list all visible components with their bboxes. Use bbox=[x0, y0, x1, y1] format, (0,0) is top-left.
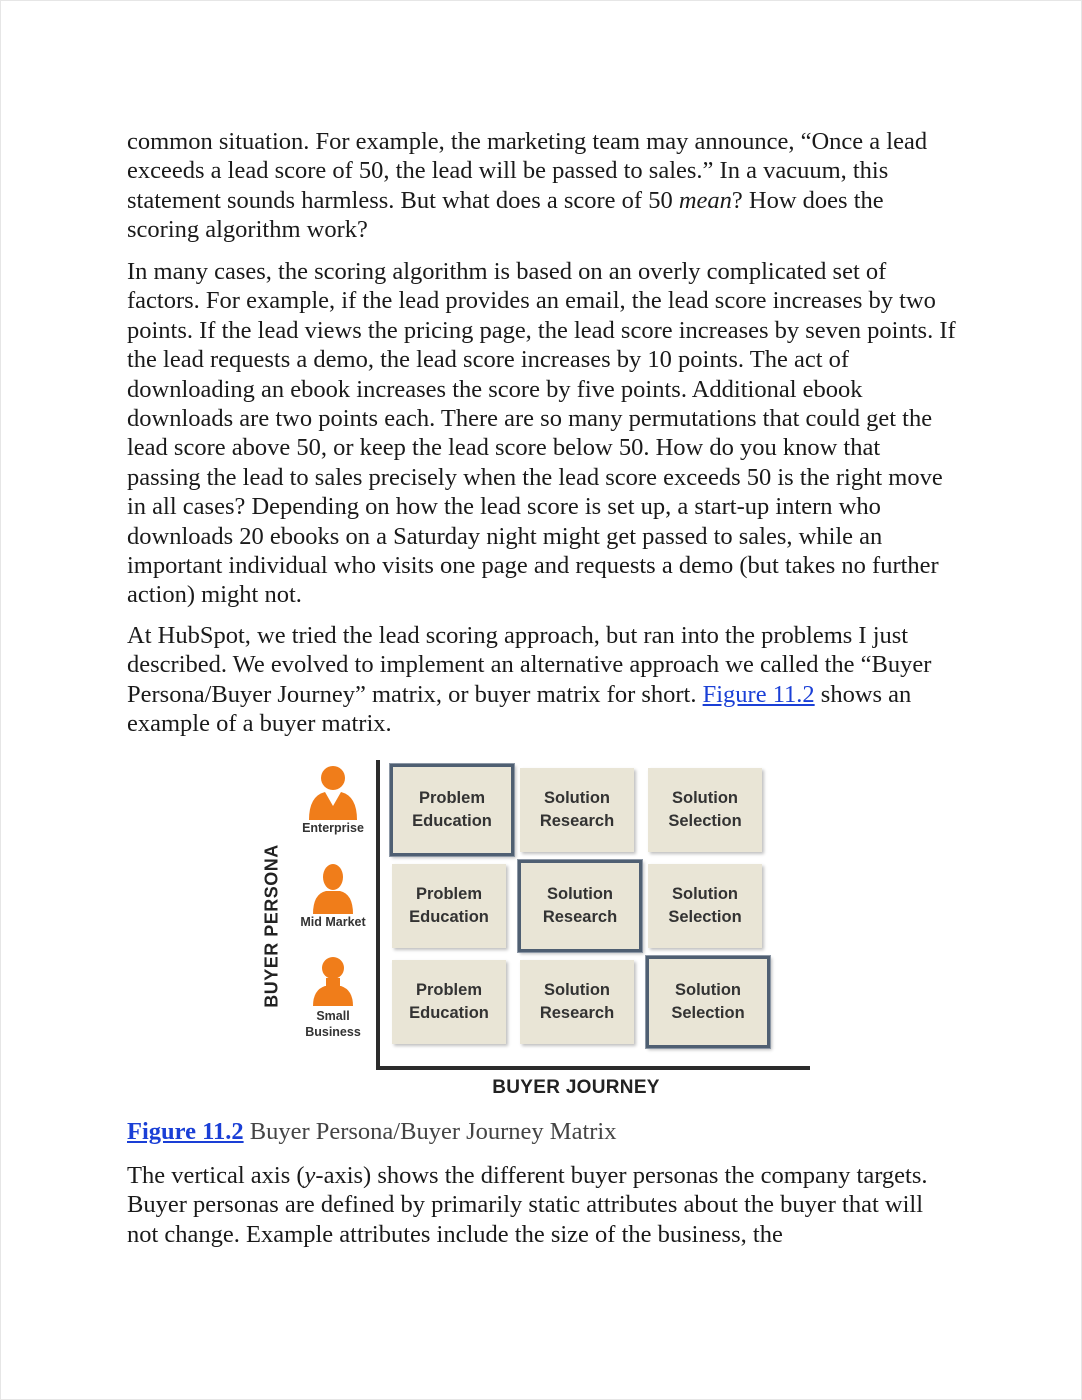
x-axis-line bbox=[376, 1066, 810, 1070]
matrix-cell-text bbox=[668, 883, 741, 929]
matrix-cell-text bbox=[409, 883, 489, 929]
matrix-cell-line-0: Problem bbox=[418, 789, 485, 807]
person-icon bbox=[311, 954, 355, 1008]
matrix-cell-line-0: Solution bbox=[672, 885, 738, 903]
figure-caption bbox=[127, 1117, 957, 1158]
matrix-cell-r2-c0 bbox=[392, 960, 506, 1044]
matrix-cell-line-1: Education bbox=[409, 908, 489, 926]
paragraph-4 bbox=[127, 1161, 957, 1261]
y-axis-label: BUYER PERSONA bbox=[261, 844, 282, 1008]
matrix-cell-text bbox=[543, 883, 617, 929]
paragraph-3-text: At HubSpot, we tried the lead scoring approach, but ran into the problems I just described. We evolved to implement an alternative approach we called the “Buyer Persona/Buyer Journey” matrix, or buyer matrix for short. bbox=[127, 622, 932, 708]
matrix-cell-text bbox=[671, 979, 744, 1025]
persona-label-enterprise: Enterprise bbox=[302, 821, 364, 835]
matrix-cell-line-0: Solution bbox=[672, 789, 738, 807]
persona-label-small-business: Small Business bbox=[305, 1009, 361, 1039]
paragraph-1-emphasis: mean bbox=[678, 186, 732, 214]
matrix-cell-r1-c1 bbox=[518, 860, 642, 952]
matrix-cell-r2-c1 bbox=[520, 960, 634, 1044]
matrix-cell-line-0: Solution bbox=[544, 981, 610, 999]
buyer-matrix-figure bbox=[258, 756, 818, 1101]
paragraph-2 bbox=[127, 257, 957, 622]
matrix-cell-line-1: Selection bbox=[668, 908, 742, 926]
matrix-cell-r0-c2 bbox=[648, 768, 762, 852]
paragraph-4-tail: -axis) shows the different buyer personas the company targets. Buyer personas are defined by primarily static attributes about the buyer that will not change. Example attributes include the size of the business, the bbox=[127, 1162, 928, 1248]
matrix-cell-r2-c2 bbox=[646, 956, 770, 1048]
paragraph-4-text: The vertical axis ( bbox=[127, 1162, 305, 1189]
paragraph-1 bbox=[127, 127, 957, 257]
paragraph-2-text: In many cases, the scoring algorithm is based on an overly complicated set of factors. For example, if the lead provides an email, the lead score increases by two points. If the lead views the pricing page, the lead score increases by seven points. If the lead requests a demo, the lead score increases by 10 points. The act of downloading an ebook increases the score by five points. Additional ebook downloads are two points each. There are so many permutations that could get the lead score above 50, or keep the lead score below 50. How do you know that passing the lead to sales precisely when the lead score exceeds 50 is the right move in all cases? Depending on how the lead score is set up, a start-up intern who downloads 20 ebooks on a Saturday night might get passed to sales, while an important individual who visits one page and requests a demo (but takes no further action) might not. bbox=[127, 258, 956, 609]
paragraph-3 bbox=[127, 621, 957, 751]
matrix-cell-line-1: Research bbox=[542, 908, 618, 926]
paragraph-1-tail: ? How does the scoring algorithm work? bbox=[127, 186, 884, 244]
person-icon bbox=[305, 762, 361, 820]
matrix-cell-r1-c0 bbox=[392, 864, 506, 948]
matrix-cell-r0-c0 bbox=[390, 764, 514, 856]
person-icon bbox=[310, 860, 356, 914]
x-axis-label: BUYER JOURNEY bbox=[492, 1077, 660, 1098]
paragraph-3-tail: shows an example of a buyer matrix. bbox=[127, 680, 912, 738]
persona-small-business bbox=[294, 954, 372, 1040]
figure-caption-text: Buyer Persona/Buyer Journey Matrix bbox=[243, 1118, 617, 1145]
persona-label-mid-market: Mid Market bbox=[300, 915, 366, 929]
matrix-cell-line-0: Problem bbox=[415, 885, 482, 903]
matrix-cell-text bbox=[668, 787, 741, 833]
persona-enterprise bbox=[294, 762, 372, 836]
matrix-cell-r1-c2 bbox=[648, 864, 762, 948]
paragraph-1-text: common situation. For example, the marketing team may announce, “Once a lead exceeds a lead score of 50, the lead will be passed to sales.” In a vacuum, this statement sounds harmless. But what does a score of 50 bbox=[127, 128, 928, 214]
matrix-cell-line-1: Research bbox=[539, 1004, 615, 1022]
paragraph-4-emphasis: y bbox=[304, 1162, 316, 1189]
matrix-cell-line-0: Solution bbox=[544, 789, 610, 807]
persona-mid-market bbox=[294, 860, 372, 930]
matrix-cell-text bbox=[540, 787, 614, 833]
matrix-cell-line-1: Education bbox=[412, 812, 492, 830]
matrix-cell-line-0: Solution bbox=[547, 885, 613, 903]
matrix-cell-text bbox=[409, 979, 489, 1025]
y-axis-line bbox=[376, 760, 380, 1070]
figure-link-inline[interactable]: Figure 11.2 bbox=[702, 680, 815, 708]
matrix-cell-r0-c1 bbox=[520, 768, 634, 852]
matrix-cell-line-0: Solution bbox=[675, 981, 741, 999]
matrix-cell-line-1: Selection bbox=[671, 1004, 745, 1022]
matrix-cell-line-1: Selection bbox=[668, 812, 742, 830]
matrix-cell-text bbox=[540, 979, 614, 1025]
matrix-cell-line-1: Research bbox=[539, 812, 615, 830]
matrix-cell-line-1: Education bbox=[409, 1004, 489, 1022]
matrix-cell-line-0: Problem bbox=[415, 981, 482, 999]
figure-caption-link[interactable]: Figure 11.2 bbox=[127, 1118, 244, 1145]
matrix-cell-text bbox=[412, 787, 492, 833]
